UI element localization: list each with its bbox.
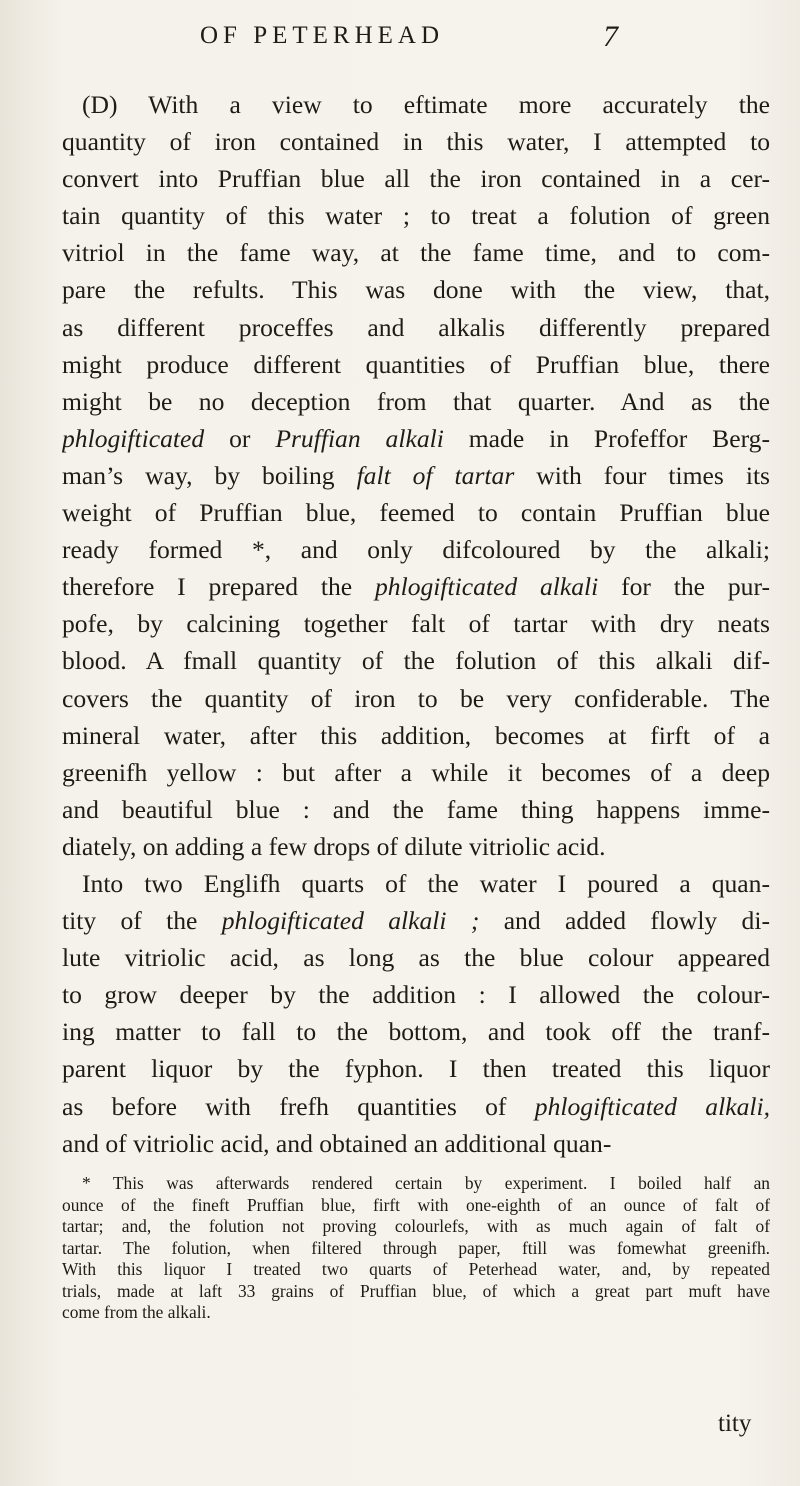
text-segment: blood. A fmall quantity of the folution of this alkali dif- <box>62 646 770 676</box>
text-line <box>62 791 770 828</box>
text-segment: lute vitriolic acid, as long as the blue colour appeared <box>62 943 770 973</box>
text-segment: as before with frefh quantities of <box>62 1091 535 1121</box>
text-line <box>62 309 770 346</box>
text-segment: and beautiful blue : and the fame thing happens imme- <box>62 794 770 824</box>
text-segment: ing matter to fall to the bottom, and took off the tranf- <box>62 1017 770 1047</box>
text-line <box>62 1013 770 1050</box>
text-segment: parent liquor by the fyphon. I then treated this liquor <box>62 1054 770 1084</box>
text-segment: diately, on adding a few drops of dilute vitriolic acid. <box>62 831 606 861</box>
text-segment: with four times its <box>514 460 770 490</box>
text-segment: convert into Pruffian blue all the iron contained in a cer- <box>62 164 770 194</box>
text-segment: and of vitriolic acid, and obtained an additional quan- <box>62 1128 612 1158</box>
text-segment: ready formed *, and only difcoloured by the alkali; <box>62 535 770 565</box>
italic-text: phlogifticated alkali, <box>534 1091 770 1121</box>
footnote-line: come from the alkali. <box>62 1302 211 1322</box>
text-segment: made in Profeffor Berg- <box>443 423 770 453</box>
main-text <box>62 86 770 1162</box>
text-line <box>62 754 770 791</box>
footnote-line: ounce of the fineft Pruffian blue, firft with one-eighth of an ounce of falt of <box>62 1194 770 1215</box>
footnote-line: tartar; and, the folution not proving colourlefs, with as much again of falt of <box>62 1216 770 1236</box>
text-line <box>62 457 770 494</box>
text-segment: for the pur- <box>598 572 770 602</box>
running-head: OF PETERHEAD <box>200 22 445 49</box>
footnote-line: * This was afterwards rendered certain by experiment. I boiled half an <box>82 1173 770 1193</box>
text-segment: greenifh yellow : but after a while it becomes of a deep <box>62 757 770 787</box>
text-line <box>62 197 770 234</box>
page-number: 7 <box>603 20 618 53</box>
italic-text: phlogifticated alkali <box>374 572 599 602</box>
footnote-line: trials, made at laft 33 grains of Pruffian blue, of which a great part muft have <box>62 1280 770 1301</box>
text-segment: Into two Englifh quarts of the water I poured a quan- <box>82 868 770 898</box>
text-line <box>62 902 770 939</box>
text-segment: pare the refults. This was done with the view, that, <box>62 275 770 305</box>
text-line <box>62 86 770 123</box>
text-segment: and added flowly di- <box>479 906 770 936</box>
text-line <box>62 1125 770 1162</box>
text-segment: tain quantity of this water ; to treat a folution of green <box>62 201 770 231</box>
text-segment: mineral water, after this addition, becomes at firft of a <box>62 720 770 750</box>
text-segment: as different proceffes and alkalis differently prepared <box>62 312 770 342</box>
text-line <box>62 123 770 160</box>
text-segment: therefore I prepared the <box>62 572 375 602</box>
text-segment: covers the quantity of iron to be very confiderable. The <box>62 683 770 713</box>
text-line <box>62 383 770 420</box>
text-line <box>62 271 770 308</box>
footnote-line: With this liquor I treated two quarts of Peterhead water, and, by repeated <box>62 1259 770 1279</box>
italic-text: phlogifticated <box>62 423 205 453</box>
italic-text: Pruffian alkali <box>275 423 444 453</box>
text-segment: pofe, by calcining together falt of tartar with dry neats <box>62 609 770 639</box>
text-segment: quantity of iron contained in this water, I attempted to <box>62 127 770 157</box>
footnote <box>62 1173 770 1324</box>
text-line <box>62 680 770 717</box>
text-line <box>62 234 770 271</box>
text-line <box>62 865 770 902</box>
text-line <box>62 420 770 457</box>
footnote-line: tartar. The folution, when filtered through paper, ftill was fomewhat greenifh. <box>62 1237 770 1258</box>
text-line <box>62 828 770 865</box>
text-line <box>62 494 770 531</box>
text-segment: tity of the <box>62 906 222 936</box>
text-segment: (D) With a view to eftimate more accurately the <box>82 90 770 119</box>
text-line <box>62 346 770 383</box>
text-line <box>62 717 770 754</box>
text-line <box>62 568 770 605</box>
text-segment: might produce different quantities of Pruffian blue, there <box>62 349 770 379</box>
italic-text: phlogifticated alkali ; <box>221 906 480 936</box>
text-line <box>62 976 770 1013</box>
text-line <box>62 1050 770 1087</box>
text-segment: to grow deeper by the addition : I allowed the colour- <box>62 980 770 1010</box>
text-segment: or <box>204 423 276 453</box>
text-segment: man’s way, by boiling <box>62 460 357 490</box>
italic-text: falt of tartar <box>356 460 515 490</box>
text-line <box>62 1088 770 1125</box>
text-segment: vitriol in the fame way, at the fame time, and to com- <box>62 238 770 268</box>
text-line <box>62 939 770 976</box>
text-segment: weight of Pruffian blue, feemed to contain Pruffian blue <box>62 498 770 528</box>
text-line <box>62 605 770 642</box>
text-line <box>62 531 770 568</box>
text-line <box>62 642 770 679</box>
text-segment: might be no deception from that quarter. And as the <box>62 386 770 416</box>
catchword: tity <box>718 1410 752 1437</box>
text-line <box>62 160 770 197</box>
